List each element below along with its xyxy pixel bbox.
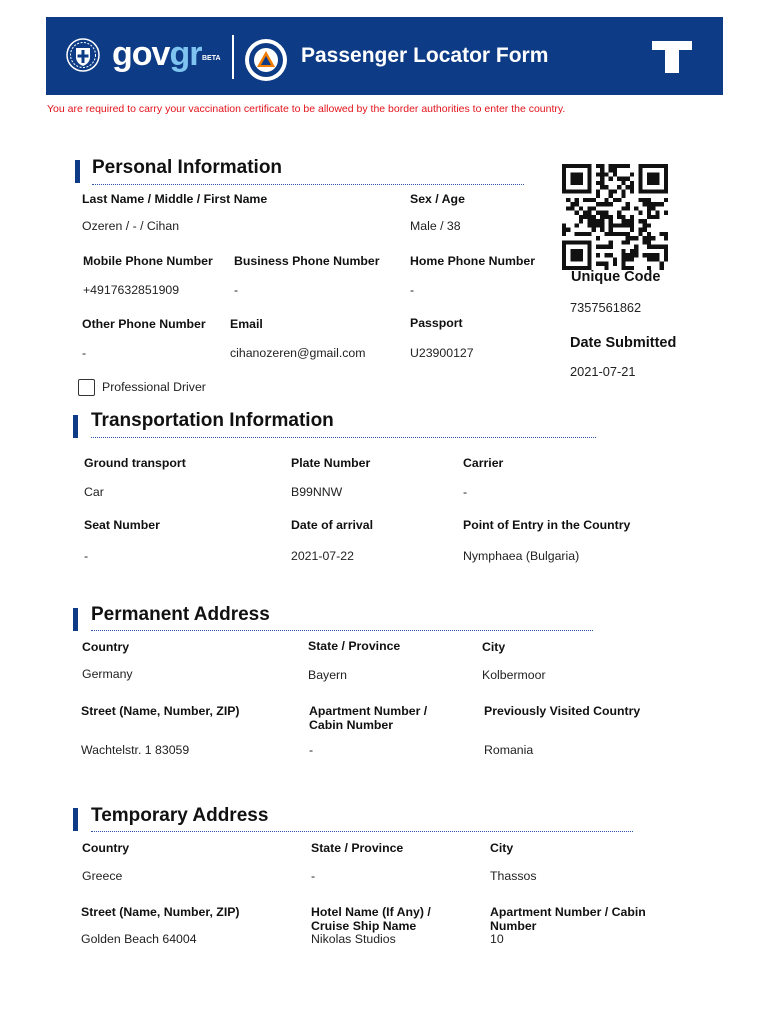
greek-coat-of-arms-icon <box>66 38 100 72</box>
civil-protection-emblem-icon <box>244 38 288 82</box>
page-header <box>46 17 723 95</box>
perm-apartment-label: Apartment Number / Cabin Number <box>309 704 428 732</box>
plate-number-value: B99NNW <box>291 485 343 499</box>
entry-point-label: Point of Entry in the Country <box>463 518 631 532</box>
other-phone-value: - <box>82 346 87 360</box>
perm-country-label: Country <box>82 640 130 654</box>
professional-driver-label: Professional Driver <box>102 380 206 394</box>
temp-country-label: Country <box>82 841 130 855</box>
perm-city-value: Kolbermoor <box>482 668 546 682</box>
plate-number-label: Plate Number <box>291 456 371 470</box>
previous-country-value: Romania <box>484 743 534 757</box>
sex-age-value: Male / 38 <box>410 219 461 233</box>
section-divider <box>91 831 633 832</box>
t-logo-icon <box>652 41 692 73</box>
arrival-date-value: 2021-07-22 <box>291 549 354 563</box>
date-submitted-value: 2021-07-21 <box>570 364 636 379</box>
govgr-logo: govgr <box>112 35 202 73</box>
home-phone-value: - <box>410 283 415 297</box>
seat-number-value: - <box>84 549 89 563</box>
mobile-phone-label: Mobile Phone Number <box>83 254 213 268</box>
transportation-heading: Transportation Information <box>91 410 334 431</box>
perm-street-value: Wachtelstr. 1 83059 <box>81 743 190 757</box>
previous-country-label: Previously Visited Country <box>484 704 641 718</box>
section-marker <box>73 808 78 831</box>
perm-apartment-value: - <box>309 743 314 757</box>
unique-code-value: 7357561862 <box>570 300 642 315</box>
hotel-name-label: Hotel Name (If Any) / Cruise Ship Name <box>311 905 431 933</box>
unique-code-label: Unique Code <box>571 269 661 285</box>
perm-state-label: State / Province <box>308 639 401 653</box>
entry-point-value: Nymphaea (Bulgaria) <box>463 549 580 563</box>
qr-code <box>562 164 668 270</box>
section-divider <box>91 437 596 438</box>
ground-transport-label: Ground transport <box>84 456 186 470</box>
carrier-label: Carrier <box>463 456 504 470</box>
personal-info-heading: Personal Information <box>92 157 283 178</box>
name-label: Last Name / Middle / First Name <box>82 192 268 206</box>
date-submitted-label: Date Submitted <box>570 335 677 351</box>
mobile-phone-value: +4917632851909 <box>83 283 180 297</box>
vaccination-notice: You are required to carry your vaccination certificate to be allowed by the border authorities to enter the country. <box>47 103 566 115</box>
business-phone-value: - <box>234 283 239 297</box>
permanent-address-heading: Permanent Address <box>91 604 270 625</box>
perm-street-label: Street (Name, Number, ZIP) <box>81 704 240 718</box>
carrier-value: - <box>463 485 468 499</box>
other-phone-label: Other Phone Number <box>82 317 206 331</box>
passport-value: U23900127 <box>410 346 474 360</box>
email-value: cihanozeren@gmail.com <box>230 346 366 360</box>
name-value: Ozeren / - / Cihan <box>82 219 180 233</box>
temp-country-value: Greece <box>82 869 123 883</box>
temp-city-value: Thassos <box>490 869 537 883</box>
temporary-address-heading: Temporary Address <box>91 805 269 826</box>
section-divider <box>92 184 524 185</box>
temp-apartment-label: Apartment Number / Cabin Number <box>490 905 646 933</box>
temp-city-label: City <box>490 841 514 855</box>
passport-label: Passport <box>410 316 463 330</box>
perm-country-value: Germany <box>82 667 133 681</box>
temp-state-value: - <box>311 869 316 883</box>
section-divider <box>91 630 593 631</box>
professional-driver-checkbox[interactable] <box>78 379 95 396</box>
beta-badge: BETA <box>202 55 221 62</box>
page-title: Passenger Locator Form <box>301 44 549 67</box>
section-marker <box>73 608 78 631</box>
section-marker <box>73 415 78 438</box>
temp-state-label: State / Province <box>311 841 404 855</box>
arrival-date-label: Date of arrival <box>291 518 374 532</box>
email-label: Email <box>230 317 263 331</box>
header-divider <box>232 35 234 79</box>
temp-apartment-value: 10 <box>490 932 504 946</box>
perm-city-label: City <box>482 640 506 654</box>
home-phone-label: Home Phone Number <box>410 254 536 268</box>
seat-number-label: Seat Number <box>84 518 160 532</box>
sex-age-label: Sex / Age <box>410 192 465 206</box>
business-phone-label: Business Phone Number <box>234 254 380 268</box>
hotel-name-value: Nikolas Studios <box>311 932 396 946</box>
temp-street-label: Street (Name, Number, ZIP) <box>81 905 240 919</box>
temp-street-value: Golden Beach 64004 <box>81 932 197 946</box>
ground-transport-value: Car <box>84 485 104 499</box>
perm-state-value: Bayern <box>308 668 347 682</box>
section-marker <box>75 160 80 183</box>
